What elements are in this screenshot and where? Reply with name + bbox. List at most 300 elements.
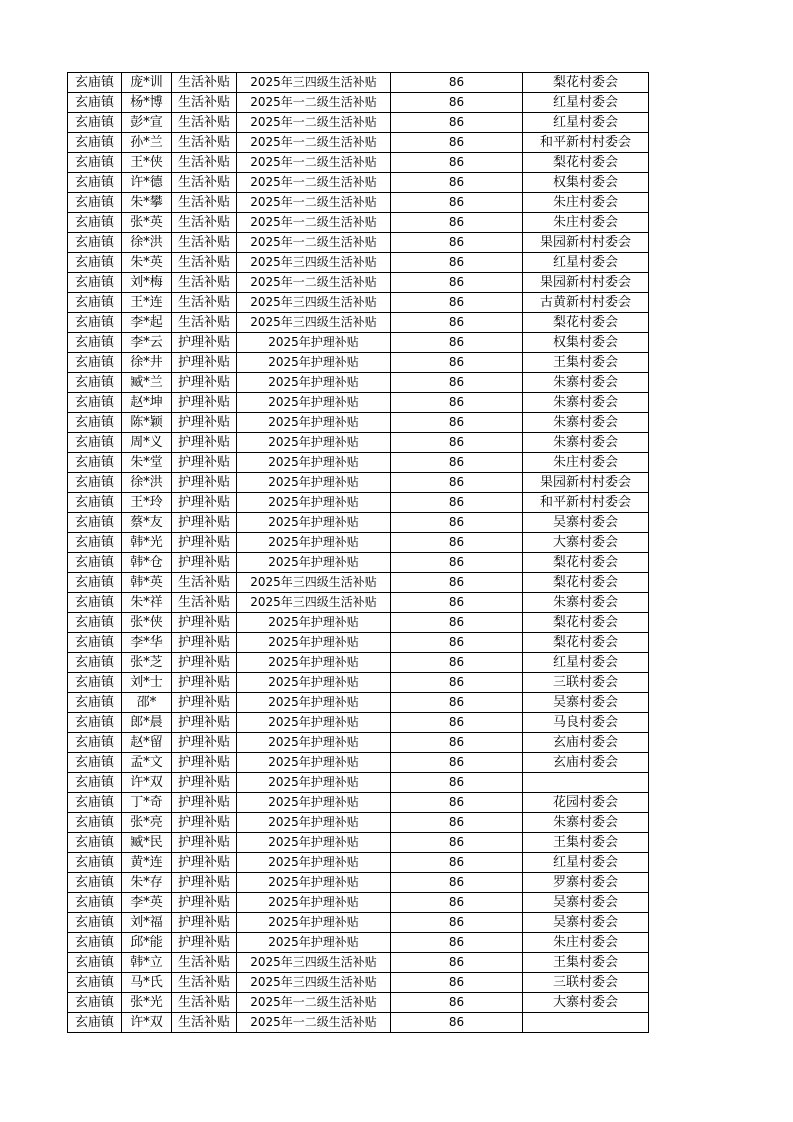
town-cell: 玄庙镇 — [68, 93, 122, 113]
town-cell: 玄庙镇 — [68, 473, 122, 493]
amount-cell: 86 — [391, 193, 523, 213]
item-cell: 2025年一二级生活补贴 — [237, 233, 391, 253]
table-row — [68, 673, 649, 693]
amount-cell: 86 — [391, 713, 523, 733]
category-cell: 护理补贴 — [172, 853, 237, 873]
category-cell: 护理补贴 — [172, 553, 237, 573]
item-cell: 2025年护理补贴 — [237, 833, 391, 853]
village-cell: 王集村委会 — [523, 953, 649, 973]
name-cell: 赵*坤 — [122, 393, 172, 413]
table-row — [68, 593, 649, 613]
town-cell: 玄庙镇 — [68, 833, 122, 853]
town-cell: 玄庙镇 — [68, 413, 122, 433]
name-cell: 王*玲 — [122, 493, 172, 513]
name-cell: 陈*颖 — [122, 413, 172, 433]
category-cell: 护理补贴 — [172, 673, 237, 693]
item-cell: 2025年一二级生活补贴 — [237, 193, 391, 213]
item-cell: 2025年护理补贴 — [237, 893, 391, 913]
name-cell: 刘*梅 — [122, 273, 172, 293]
name-cell: 杨*博 — [122, 93, 172, 113]
village-cell: 花园村委会 — [523, 793, 649, 813]
name-cell: 孟*文 — [122, 753, 172, 773]
category-cell: 护理补贴 — [172, 653, 237, 673]
amount-cell: 86 — [391, 113, 523, 133]
village-cell: 王集村委会 — [523, 833, 649, 853]
town-cell: 玄庙镇 — [68, 293, 122, 313]
category-cell: 护理补贴 — [172, 493, 237, 513]
amount-cell: 86 — [391, 693, 523, 713]
amount-cell: 86 — [391, 613, 523, 633]
village-cell: 梨花村委会 — [523, 573, 649, 593]
category-cell: 生活补贴 — [172, 253, 237, 273]
table-row — [68, 753, 649, 773]
item-cell: 2025年三四级生活补贴 — [237, 313, 391, 333]
town-cell: 玄庙镇 — [68, 593, 122, 613]
name-cell: 徐*洪 — [122, 473, 172, 493]
amount-cell: 86 — [391, 853, 523, 873]
table-row — [68, 353, 649, 373]
item-cell: 2025年护理补贴 — [237, 493, 391, 513]
village-cell: 古黄新村村委会 — [523, 293, 649, 313]
item-cell: 2025年护理补贴 — [237, 873, 391, 893]
amount-cell: 86 — [391, 953, 523, 973]
category-cell: 生活补贴 — [172, 93, 237, 113]
village-cell: 红星村委会 — [523, 93, 649, 113]
name-cell: 李*云 — [122, 333, 172, 353]
item-cell: 2025年护理补贴 — [237, 353, 391, 373]
name-cell: 马*氏 — [122, 973, 172, 993]
name-cell: 邱*能 — [122, 933, 172, 953]
town-cell: 玄庙镇 — [68, 433, 122, 453]
amount-cell: 86 — [391, 633, 523, 653]
table-row — [68, 313, 649, 333]
table-row — [68, 73, 649, 93]
category-cell: 生活补贴 — [172, 153, 237, 173]
table-row — [68, 93, 649, 113]
item-cell: 2025年护理补贴 — [237, 393, 391, 413]
table-row — [68, 813, 649, 833]
amount-cell: 86 — [391, 533, 523, 553]
item-cell: 2025年护理补贴 — [237, 933, 391, 953]
table-row — [68, 933, 649, 953]
item-cell: 2025年一二级生活补贴 — [237, 993, 391, 1013]
category-cell: 生活补贴 — [172, 593, 237, 613]
town-cell: 玄庙镇 — [68, 993, 122, 1013]
category-cell: 护理补贴 — [172, 873, 237, 893]
category-cell: 生活补贴 — [172, 193, 237, 213]
item-cell: 2025年护理补贴 — [237, 333, 391, 353]
village-cell — [523, 773, 649, 793]
table-row — [68, 573, 649, 593]
item-cell: 2025年护理补贴 — [237, 733, 391, 753]
village-cell: 吴寨村委会 — [523, 513, 649, 533]
town-cell: 玄庙镇 — [68, 773, 122, 793]
village-cell: 三联村委会 — [523, 673, 649, 693]
village-cell: 吴寨村委会 — [523, 693, 649, 713]
name-cell: 韩*仓 — [122, 553, 172, 573]
item-cell: 2025年三四级生活补贴 — [237, 593, 391, 613]
name-cell: 刘*福 — [122, 913, 172, 933]
village-cell: 梨花村委会 — [523, 313, 649, 333]
amount-cell: 86 — [391, 153, 523, 173]
category-cell: 生活补贴 — [172, 73, 237, 93]
name-cell: 徐*洪 — [122, 233, 172, 253]
name-cell: 朱*攀 — [122, 193, 172, 213]
town-cell: 玄庙镇 — [68, 553, 122, 573]
town-cell: 玄庙镇 — [68, 853, 122, 873]
table-row — [68, 873, 649, 893]
table-row — [68, 693, 649, 713]
amount-cell: 86 — [391, 173, 523, 193]
category-cell: 护理补贴 — [172, 473, 237, 493]
table-row — [68, 513, 649, 533]
village-cell: 朱庄村委会 — [523, 453, 649, 473]
village-cell: 权集村委会 — [523, 173, 649, 193]
item-cell: 2025年一二级生活补贴 — [237, 113, 391, 133]
town-cell: 玄庙镇 — [68, 633, 122, 653]
table-row — [68, 213, 649, 233]
name-cell: 朱*英 — [122, 253, 172, 273]
amount-cell: 86 — [391, 373, 523, 393]
village-cell: 玄庙村委会 — [523, 753, 649, 773]
amount-cell: 86 — [391, 353, 523, 373]
name-cell: 李*华 — [122, 633, 172, 653]
table-row — [68, 793, 649, 813]
table-row — [68, 733, 649, 753]
amount-cell: 86 — [391, 493, 523, 513]
table-row — [68, 173, 649, 193]
name-cell: 庞*训 — [122, 73, 172, 93]
village-cell: 红星村委会 — [523, 253, 649, 273]
village-cell: 朱寨村委会 — [523, 433, 649, 453]
table-row — [68, 893, 649, 913]
town-cell: 玄庙镇 — [68, 213, 122, 233]
table-row — [68, 833, 649, 853]
amount-cell: 86 — [391, 933, 523, 953]
name-cell: 许*双 — [122, 1013, 172, 1033]
category-cell: 护理补贴 — [172, 353, 237, 373]
category-cell: 护理补贴 — [172, 773, 237, 793]
category-cell: 生活补贴 — [172, 573, 237, 593]
name-cell: 王*连 — [122, 293, 172, 313]
category-cell: 护理补贴 — [172, 433, 237, 453]
item-cell: 2025年护理补贴 — [237, 513, 391, 533]
name-cell: 朱*存 — [122, 873, 172, 893]
table-row — [68, 233, 649, 253]
amount-cell: 86 — [391, 273, 523, 293]
town-cell: 玄庙镇 — [68, 333, 122, 353]
subsidy-table — [67, 72, 649, 1033]
table-row — [68, 113, 649, 133]
amount-cell: 86 — [391, 73, 523, 93]
table-row — [68, 433, 649, 453]
name-cell: 黄*连 — [122, 853, 172, 873]
town-cell: 玄庙镇 — [68, 253, 122, 273]
category-cell: 护理补贴 — [172, 613, 237, 633]
item-cell: 2025年三四级生活补贴 — [237, 973, 391, 993]
category-cell: 护理补贴 — [172, 373, 237, 393]
category-cell: 生活补贴 — [172, 953, 237, 973]
name-cell: 蔡*友 — [122, 513, 172, 533]
table-row — [68, 193, 649, 213]
amount-cell: 86 — [391, 473, 523, 493]
town-cell: 玄庙镇 — [68, 233, 122, 253]
item-cell: 2025年三四级生活补贴 — [237, 953, 391, 973]
village-cell: 朱庄村委会 — [523, 193, 649, 213]
town-cell: 玄庙镇 — [68, 873, 122, 893]
village-cell: 朱庄村委会 — [523, 933, 649, 953]
category-cell: 护理补贴 — [172, 333, 237, 353]
name-cell: 臧*民 — [122, 833, 172, 853]
name-cell: 孙*兰 — [122, 133, 172, 153]
item-cell: 2025年护理补贴 — [237, 413, 391, 433]
village-cell: 红星村委会 — [523, 113, 649, 133]
town-cell: 玄庙镇 — [68, 913, 122, 933]
amount-cell: 86 — [391, 753, 523, 773]
town-cell: 玄庙镇 — [68, 693, 122, 713]
item-cell: 2025年一二级生活补贴 — [237, 153, 391, 173]
item-cell: 2025年护理补贴 — [237, 673, 391, 693]
name-cell: 韩*立 — [122, 953, 172, 973]
name-cell: 周*义 — [122, 433, 172, 453]
category-cell: 生活补贴 — [172, 233, 237, 253]
town-cell: 玄庙镇 — [68, 793, 122, 813]
table-row — [68, 633, 649, 653]
town-cell: 玄庙镇 — [68, 973, 122, 993]
name-cell: 李*英 — [122, 893, 172, 913]
village-cell: 红星村委会 — [523, 653, 649, 673]
town-cell: 玄庙镇 — [68, 653, 122, 673]
village-cell: 果园新村村委会 — [523, 233, 649, 253]
table-row — [68, 373, 649, 393]
name-cell: 邵* — [122, 693, 172, 713]
village-cell: 朱寨村委会 — [523, 413, 649, 433]
amount-cell: 86 — [391, 993, 523, 1013]
amount-cell: 86 — [391, 453, 523, 473]
amount-cell: 86 — [391, 333, 523, 353]
table-row — [68, 453, 649, 473]
amount-cell: 86 — [391, 253, 523, 273]
name-cell: 朱*堂 — [122, 453, 172, 473]
town-cell: 玄庙镇 — [68, 713, 122, 733]
table-row — [68, 253, 649, 273]
category-cell: 生活补贴 — [172, 313, 237, 333]
village-cell: 朱寨村委会 — [523, 373, 649, 393]
amount-cell: 86 — [391, 593, 523, 613]
table-row — [68, 533, 649, 553]
category-cell: 护理补贴 — [172, 913, 237, 933]
town-cell: 玄庙镇 — [68, 953, 122, 973]
item-cell: 2025年一二级生活补贴 — [237, 1013, 391, 1033]
table-row — [68, 993, 649, 1013]
item-cell: 2025年护理补贴 — [237, 613, 391, 633]
table-row — [68, 153, 649, 173]
table-row — [68, 973, 649, 993]
village-cell: 马良村委会 — [523, 713, 649, 733]
name-cell: 王*侠 — [122, 153, 172, 173]
town-cell: 玄庙镇 — [68, 733, 122, 753]
amount-cell: 86 — [391, 1013, 523, 1033]
town-cell: 玄庙镇 — [68, 193, 122, 213]
name-cell: 张*光 — [122, 993, 172, 1013]
amount-cell: 86 — [391, 653, 523, 673]
amount-cell: 86 — [391, 313, 523, 333]
amount-cell: 86 — [391, 293, 523, 313]
amount-cell: 86 — [391, 733, 523, 753]
item-cell: 2025年护理补贴 — [237, 913, 391, 933]
amount-cell: 86 — [391, 513, 523, 533]
village-cell: 玄庙村委会 — [523, 733, 649, 753]
category-cell: 护理补贴 — [172, 633, 237, 653]
village-cell: 果园新村村委会 — [523, 273, 649, 293]
name-cell: 张*英 — [122, 213, 172, 233]
table-row — [68, 613, 649, 633]
table-row — [68, 913, 649, 933]
table-row — [68, 653, 649, 673]
village-cell — [523, 1013, 649, 1033]
table-row — [68, 473, 649, 493]
village-cell: 王集村委会 — [523, 353, 649, 373]
village-cell: 朱庄村委会 — [523, 213, 649, 233]
town-cell: 玄庙镇 — [68, 673, 122, 693]
name-cell: 刘*士 — [122, 673, 172, 693]
item-cell: 2025年护理补贴 — [237, 773, 391, 793]
village-cell: 大寨村委会 — [523, 533, 649, 553]
name-cell: 许*双 — [122, 773, 172, 793]
item-cell: 2025年三四级生活补贴 — [237, 73, 391, 93]
name-cell: 赵*留 — [122, 733, 172, 753]
name-cell: 张*侠 — [122, 613, 172, 633]
category-cell: 护理补贴 — [172, 733, 237, 753]
village-cell: 梨花村委会 — [523, 153, 649, 173]
name-cell: 李*起 — [122, 313, 172, 333]
town-cell: 玄庙镇 — [68, 373, 122, 393]
item-cell: 2025年护理补贴 — [237, 433, 391, 453]
item-cell: 2025年护理补贴 — [237, 793, 391, 813]
name-cell: 张*亮 — [122, 813, 172, 833]
town-cell: 玄庙镇 — [68, 273, 122, 293]
town-cell: 玄庙镇 — [68, 533, 122, 553]
village-cell: 吴寨村委会 — [523, 913, 649, 933]
amount-cell: 86 — [391, 793, 523, 813]
name-cell: 韩*英 — [122, 573, 172, 593]
category-cell: 生活补贴 — [172, 973, 237, 993]
item-cell: 2025年一二级生活补贴 — [237, 93, 391, 113]
amount-cell: 86 — [391, 93, 523, 113]
item-cell: 2025年护理补贴 — [237, 713, 391, 733]
name-cell: 朱*祥 — [122, 593, 172, 613]
table-row — [68, 1013, 649, 1033]
table-row — [68, 773, 649, 793]
category-cell: 护理补贴 — [172, 753, 237, 773]
table-row — [68, 413, 649, 433]
table-row — [68, 273, 649, 293]
category-cell: 护理补贴 — [172, 453, 237, 473]
village-cell: 红星村委会 — [523, 853, 649, 873]
village-cell: 大寨村委会 — [523, 993, 649, 1013]
category-cell: 护理补贴 — [172, 413, 237, 433]
name-cell: 张*芝 — [122, 653, 172, 673]
town-cell: 玄庙镇 — [68, 113, 122, 133]
table-row — [68, 333, 649, 353]
village-cell: 三联村委会 — [523, 973, 649, 993]
town-cell: 玄庙镇 — [68, 613, 122, 633]
amount-cell: 86 — [391, 773, 523, 793]
category-cell: 生活补贴 — [172, 273, 237, 293]
item-cell: 2025年护理补贴 — [237, 533, 391, 553]
village-cell: 罗寨村委会 — [523, 873, 649, 893]
item-cell: 2025年护理补贴 — [237, 453, 391, 473]
item-cell: 2025年护理补贴 — [237, 373, 391, 393]
village-cell: 和平新村村委会 — [523, 133, 649, 153]
amount-cell: 86 — [391, 433, 523, 453]
category-cell: 护理补贴 — [172, 693, 237, 713]
table-row — [68, 953, 649, 973]
item-cell: 2025年护理补贴 — [237, 693, 391, 713]
village-cell: 吴寨村委会 — [523, 893, 649, 913]
amount-cell: 86 — [391, 233, 523, 253]
town-cell: 玄庙镇 — [68, 173, 122, 193]
amount-cell: 86 — [391, 973, 523, 993]
category-cell: 生活补贴 — [172, 993, 237, 1013]
category-cell: 生活补贴 — [172, 1013, 237, 1033]
item-cell: 2025年一二级生活补贴 — [237, 173, 391, 193]
subsidy-table-body — [68, 73, 649, 1033]
village-cell: 梨花村委会 — [523, 613, 649, 633]
name-cell: 徐*井 — [122, 353, 172, 373]
village-cell: 朱寨村委会 — [523, 393, 649, 413]
name-cell: 臧*兰 — [122, 373, 172, 393]
village-cell: 权集村委会 — [523, 333, 649, 353]
town-cell: 玄庙镇 — [68, 353, 122, 373]
item-cell: 2025年护理补贴 — [237, 553, 391, 573]
town-cell: 玄庙镇 — [68, 813, 122, 833]
category-cell: 护理补贴 — [172, 513, 237, 533]
item-cell: 2025年三四级生活补贴 — [237, 573, 391, 593]
item-cell: 2025年三四级生活补贴 — [237, 253, 391, 273]
town-cell: 玄庙镇 — [68, 573, 122, 593]
item-cell: 2025年护理补贴 — [237, 653, 391, 673]
amount-cell: 86 — [391, 573, 523, 593]
category-cell: 生活补贴 — [172, 113, 237, 133]
category-cell: 护理补贴 — [172, 713, 237, 733]
table-row — [68, 713, 649, 733]
name-cell: 郎*晨 — [122, 713, 172, 733]
category-cell: 护理补贴 — [172, 393, 237, 413]
table-row — [68, 133, 649, 153]
category-cell: 护理补贴 — [172, 793, 237, 813]
town-cell: 玄庙镇 — [68, 393, 122, 413]
village-cell: 果园新村村委会 — [523, 473, 649, 493]
town-cell: 玄庙镇 — [68, 753, 122, 773]
village-cell: 梨花村委会 — [523, 73, 649, 93]
table-row — [68, 553, 649, 573]
town-cell: 玄庙镇 — [68, 73, 122, 93]
item-cell: 2025年一二级生活补贴 — [237, 133, 391, 153]
category-cell: 生活补贴 — [172, 213, 237, 233]
town-cell: 玄庙镇 — [68, 933, 122, 953]
table-row — [68, 393, 649, 413]
town-cell: 玄庙镇 — [68, 133, 122, 153]
amount-cell: 86 — [391, 893, 523, 913]
amount-cell: 86 — [391, 553, 523, 573]
amount-cell: 86 — [391, 673, 523, 693]
name-cell: 丁*奇 — [122, 793, 172, 813]
item-cell: 2025年护理补贴 — [237, 813, 391, 833]
table-row — [68, 493, 649, 513]
amount-cell: 86 — [391, 913, 523, 933]
category-cell: 护理补贴 — [172, 833, 237, 853]
